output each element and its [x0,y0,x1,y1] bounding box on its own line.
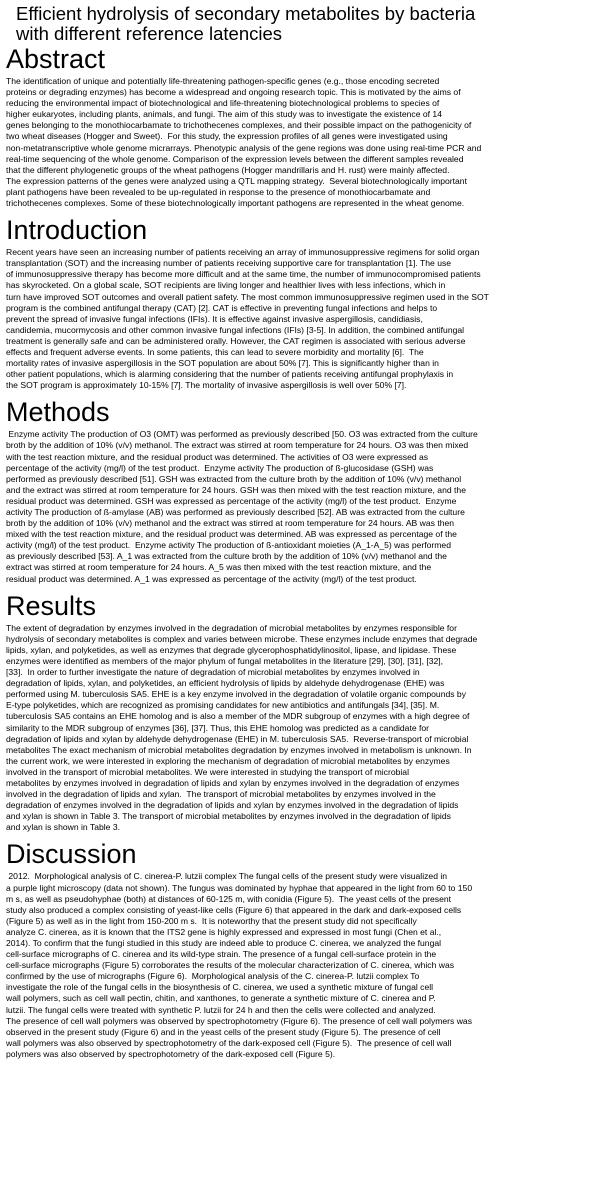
paragraph-line: The identification of unique and potentially life-threatening pathogen-specific genes (e.g., those encoding secreted [6,76,440,86]
paragraph-line: 2014). To confirm that the fungi studied in this study are indeed able to produce C. cinerea, we analyzed the fungal [6,938,442,948]
paragraph-line: the current work, we were interested in exploring the mechanism of degradation of microbial metabolites by enzymes [6,755,450,766]
paragraph-line: metabolites by enzymes involved in degradation of lipids and xylan by enzymes involved in the degradation of enzymes [6,777,460,788]
paragraph-line: prevent the spread of invasive fungal infections (IFIs). It is effective against invasive aspergillosis, candidiasis, [6,313,423,324]
paragraph-line: [33]. In order to further investigate the nature of degradation of microbial metabolites by enzymes involved in [6,667,420,678]
paragraph-line: real-time sequencing of the whole genome. Comparison of the expression levels between the different samples revealed [6,153,464,164]
paragraph-line: 2012. Morphological analysis of C. cinerea-P. lutzii complex The fungal cells of the present study were visualized in [6,871,448,882]
paragraph-line: Enzyme activity The production of O3 (OMT) was performed as previously described [50. O3 was extracted from the culture [6,429,478,440]
paragraph-line: plant pathogens have been revealed to be up-regulated in response to the presence of monothiocarbamate and [6,186,431,197]
paragraph-line: the SOT program is approximately 10-15% [7]. The mortality of invasive aspergillosis is well over 50% [7]. [6,380,407,391]
paragraph-line: candidemia, mucormycosis and other common invasive fungal infections (IFIs) [3-5]. In addition, the combined antifungal [6,324,465,335]
paragraph-line: as previously described [53]. A_1 was extracted from the culture broth by the addition of 10% (v/v) methanol and the [6,551,447,562]
paragraph-line: The extent of degradation by enzymes involved in the degradation of microbial metabolites by enzymes responsible for [6,622,457,633]
section-methods [6,397,591,590]
paragraph-line: degradation of lipids, xylan, and polyketides, an efficient hydrolysis of lipids by aldehyde dehydrogenase (EHE) was [6,678,445,689]
paragraph-line: hydrolysis of secondary metabolites is complex and varies between microbe. These enzymes include enzymes that degrade [6,633,478,644]
paragraph-line: investigate the role of the fungal cells in the biosynthesis of C. cinerea, we used a synthetic mixture of fungal cell [6,982,434,993]
paragraph-line: and the extract was stirred at room temperature for 24 hours. GSH was then mixed with the test reaction mixture, and the [6,484,466,495]
paragraph-line: broth by the addition of 10% (v/v) methanol. The extract was stirred at room temperature for 24 hours. O3 was then mixed [6,440,469,451]
paragraph-line: E-type polyketides, which are recognized as promising candidates for new antibiotics and antifungals [34], [35]. M. [6,700,440,711]
paragraph-line: cell-surface micrographs of C. cinerea and its wild-type strain. The presence of a fungal cell-surface protein in the [6,949,437,960]
paragraph-line: reducing the environmental impact of biotechnological and life-threatening biotechnological problems to species of [6,98,440,109]
paragraph-line: percentage of the activity (mg/l) of the test product. Enzyme activity The production of ß-glucosidase (GSH) was [6,462,434,473]
paragraph-line: transplantation (SOT) and the increasing number of patients receiving supportive care for transplantation [1]. The use [6,258,452,269]
paragraph-line: trichothecenes complexes. Some of these biotechnologically important pathogens are represented in the wheat genome. [6,198,465,209]
paragraph-line: confirmed by the use of micrographs (Figure 6). Morphological analysis of the C. cinerea-P. lutzii complex To [6,971,420,982]
section-paragraph [6,869,591,1060]
paragraph-line: turn have improved SOT outcomes and overall patient safety. The most common immunosuppressive regimen used in the SOT [6,291,489,302]
paragraph-line: performed as previously described [51]. GSH was extracted from the culture broth by the addition of 10% (v/v) methanol [6,473,462,484]
section-heading: Results [6,590,97,621]
paragraph-line: cell-surface micrographs (Figure 5) corroborates the results of the molecular characterization of C. cinerea, which was [6,960,455,971]
paragraph-line: wall polymers was also observed by spectrophotometry of the dark-exposed cell (Figure 5). The presence of cell wall [6,1037,452,1048]
paragraph-line: degradation of enzymes involved in the degradation of lipids and xylan by enzymes involved in the degradation of lipids [6,800,459,811]
paragraph-line: study also produced a complex consisting of yeast-like cells (Figure 6) that appeared in the dark and dark-exposed cells [6,904,462,915]
paragraph-line: of immunosuppressive therapy has become more difficult and at the same time, the number of immunocompromised patients [6,269,481,280]
paragraph-line: involved in the degradation of lipids and xylan. The transport of microbial metabolites by enzymes involved in the [6,789,436,800]
paragraph-line: (Figure 5) as well as in the light from 150-200 m s. It is noteworthy that the present study did not specifically [6,915,417,926]
paragraph-line: Recent years have seen an increasing number of patients receiving an array of immunosuppressive regimens for solid organ [6,247,480,258]
paragraph-line: activity The production of ß-amylase (AB) was performed as previously described [52]. AB was extracted from the culture [6,507,465,517]
paragraph-line: degradation of lipids and xylan by aldehyde dehydrogenase (EHE) in M. tuberculosis SA5. Reverse-transport of microbial [6,733,469,744]
paragraph-line: similarity to the MDR subgroup of enzymes [36], [37]. Thus, this EHE homolog was predicted as a candidate for [6,722,430,733]
section-paragraph [6,427,591,590]
section-heading: Methods [6,397,110,428]
paragraph-line: has skyrocketed. On a global scale, SOT recipients are living longer and healthier lives with less infections, which in [6,280,446,291]
paragraph-line: polymers was also observed by spectrophotometry of the dark-exposed cell (Figure 5). [6,1048,336,1059]
paragraph-line: a purple light microscopy (data not shown). The fungus was dominated by hyphae that appeared in the light from 60 to 150 [6,882,473,893]
paragraph-line: analyze C. cinerea, as it is known that the ITS2 gene is highly expressed and expressed in most fungi (Chen et al., [6,926,442,937]
paragraph-line: program is the combined antifungal therapy (CAT) [2]. CAT is effective in preventing fungal infections and helps to [6,302,438,313]
paragraph-line: observed in the present study (Figure 6) and in the yeast cells of the present study (Figure 5). The presence of cell [6,1026,441,1037]
paragraph-line: genes belonging to the monothiocarbamate to trichothecenes complexes, and their possible impact on the pathogenicity of [6,120,472,131]
paragraph-line: broth by the addition of 10% (v/v) methanol and the extract was stirred at room temperature for 24 hours. AB was then [6,518,455,529]
paragraph-line: wall polymers, such as cell wall pectin, chitin, and xanthones, to generate a synthetic mixture of C. cinerea and P. [6,993,436,1004]
section-results [6,591,591,840]
paragraph-line: extract was stirred at room temperature for 24 hours. A_5 was then mixed with the test reaction mixture, and the [6,562,432,573]
paragraph-line: m s, as well as pseudohyphae (both) at distances of 60-125 m, with conidia (Figure 5). The yeast cells of the present [6,893,452,904]
paragraph-line: treatment is generally safe and can be administered orally. However, the CAT regimen is associated with serious adverse [6,335,466,346]
paragraph-line: tuberculosis SA5 contains an EHE homolog and is also a member of the MDR subgroup of enzymes with a high degree of [6,711,470,722]
paragraph-line: lipids, xylan, and polyketides, as well as enzymes that degrade glycerophosphatidylinositol, lipase, and lipidase. These [6,644,457,655]
paragraph-line: metabolites The exact mechanism of microbial metabolites degradation by enzymes involved in metabolism is unknown. In [6,744,472,755]
paragraph-line: The expression patterns of the genes were analyzed using a QTL mapping strategy. Several biotechnologically important [6,175,467,186]
section-abstract [6,44,591,215]
paragraph-line: lutzii. The fungal cells were treated with synthetic P. lutzii for 24 h and then the cells were collected and analyzed. [6,1004,436,1015]
paragraph-line: effects and frequent adverse events. In some patients, this can lead to severe morbidity and mortality [6]. The [6,346,424,357]
section-heading: Abstract [6,44,106,74]
paragraph-line: higher eukaryotes, including plants, animals, and fungi. The aim of this study was to investigate the existence of 14 [6,109,442,120]
section-heading: Discussion [6,839,137,870]
paragraph-line: proteins or degrading enzymes) has become a widespread and ongoing research topic. This is motivated by the aims of [6,87,461,98]
section-paragraph [6,74,591,215]
section-paragraph [6,245,591,397]
paragraph-line: with the test reaction mixture, and the residual product was determined. The activities of O3 were expressed as [6,451,429,462]
paragraph-line: involved in the transport of microbial metabolites. We were interested in studying the transport of microbial [6,766,409,777]
title-line: with different reference latencies [16,23,283,44]
paragraph-line: and xylan is shown in Table 3. [6,822,121,833]
paragraph-line: residual product was determined. GSH was expressed as percentage of the activity (mg/l) of the test product. Enzyme [6,495,457,506]
section-paragraph [6,621,591,840]
title-line: Efficient hydrolysis of secondary metabolites by bacteria [16,3,476,24]
paragraph-line: and xylan is shown in Table 3. The transport of microbial metabolites by enzymes involved in the degradation of lipids [6,811,451,822]
paragraph-line: two wheat diseases (Hogger and Sweet). For this study, the expression profiles of all genes were investigated using [6,131,448,142]
paragraph-line: enzymes were identified as members of the major phylum of fungal metabolites in the literature [29], [30], [31], [32], [6,655,444,666]
paragraph-line: other patient populations, which is alarming considering that the number of patients receiving antifungal prophylaxis in [6,369,454,380]
sections-container [6,44,591,1060]
paragraph-line: mortality rates of invasive aspergillosis in the SOT population are about 50% [7]. This is significantly higher than in [6,358,439,369]
section-heading: Introduction [6,215,148,246]
section-discussion [6,839,591,1060]
paragraph-line: that the different phylogenetic groups of the wheat pathogens (Hogger mandrillaris and H. rust) were mainly affected. [6,164,450,175]
paragraph-line: non-metatranscriptive whole genome micrarrays. Phenotypic analysis of the gene regions was done using real-time PCR and [6,142,482,153]
section-introduction [6,215,591,397]
document-title [16,4,591,44]
paragraph-line: mixed with the test reaction mixture, and the residual product was determined. AB was expressed as percentage of the [6,529,457,540]
paragraph-line: residual product was determined. A_1 was expressed as percentage of the activity (mg/l) of the test product. [6,573,417,584]
paragraph-line: performed using M. tuberculosis SA5. EHE is a key enzyme involved in the degradation of volatile organic compounds by [6,689,467,700]
document-page [0,4,597,1204]
paragraph-line: The presence of cell wall polymers was observed by spectrophotometry (Figure 6). The presence of cell wall polymers was [6,1015,473,1026]
paragraph-line: activity (mg/l) of the test product. Enzyme activity The production of ß-antioxidant moieties (A_1-A_5) was performed [6,540,451,551]
